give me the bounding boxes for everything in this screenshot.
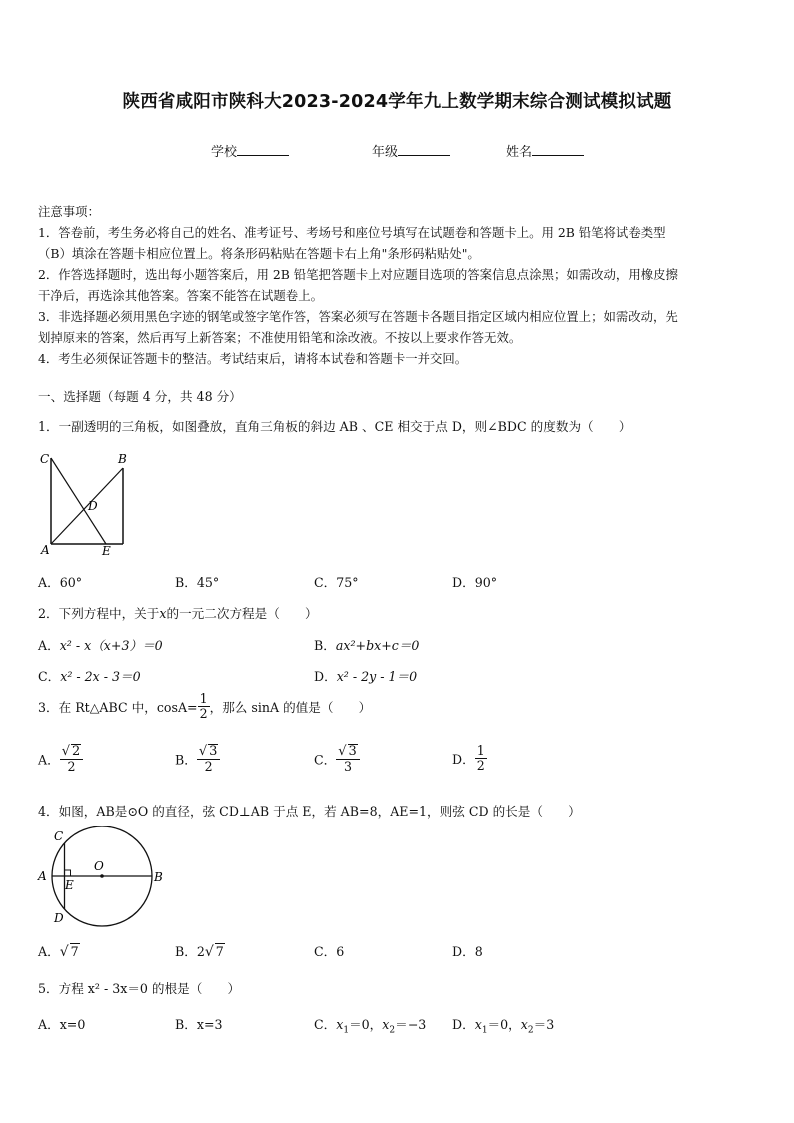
notes-line: 干净后，再选涂其他答案。答案不能答在试题卷上。 bbox=[38, 288, 323, 303]
q4-option-a-letter: A． bbox=[38, 944, 60, 959]
q2-expr-a: x² - x（x+3）＝0 bbox=[59, 638, 163, 653]
q5-option-c: C．$x_1=0$，$x_2=-3$ bbox=[314, 1017, 427, 1036]
label-e: E bbox=[102, 544, 111, 558]
school-blank bbox=[237, 143, 289, 156]
q2-stem-b: 的一元二次方程是（ ） bbox=[166, 606, 318, 621]
notes-line: 1．答卷前，考生务必将自己的姓名、准考证号、考场号和座位号填写在试题卷和答题卡上。用 2B 铅笔将试卷类型 bbox=[38, 225, 666, 240]
label-a: A bbox=[38, 869, 47, 883]
q3-option-a-letter: A． bbox=[38, 752, 60, 768]
q2-option-b-letter: B． bbox=[314, 638, 336, 653]
label-b: B bbox=[118, 452, 127, 466]
q3-num-d: 1 bbox=[476, 743, 485, 758]
q5-option-d-letter: D． bbox=[452, 1017, 475, 1032]
q3-den-d: 2 bbox=[476, 757, 485, 773]
grade-blank bbox=[398, 143, 450, 156]
label-d: D bbox=[54, 911, 64, 925]
q1-option-d: D．90° bbox=[452, 575, 498, 590]
q3-den-b: 2 bbox=[197, 759, 221, 774]
notes-line: 划掉原来的答案，然后再写上新答案；不准使用铅笔和涂改液。不按以上要求作答无效。 bbox=[38, 330, 522, 345]
name-label: 姓名 bbox=[506, 145, 533, 160]
q4-option-b-letter: B．2 bbox=[175, 944, 205, 959]
label-o: O bbox=[94, 859, 104, 873]
q2-option-c bbox=[38, 666, 141, 685]
q3-option-b bbox=[175, 744, 220, 774]
label-b: B bbox=[154, 870, 163, 884]
section-heading: 一、选择题（每题 4 分，共 48 分） bbox=[38, 389, 242, 404]
q1-option-a: A．60° bbox=[38, 575, 83, 590]
q3-fraction-c: $\frac{√ 3}{3}$ bbox=[336, 744, 360, 774]
q3-option-a bbox=[38, 744, 83, 774]
q3-stem-b: ，那么 sinA 的值是（ ） bbox=[209, 699, 372, 715]
school-field bbox=[211, 141, 289, 160]
circle-figure bbox=[34, 826, 170, 928]
name-blank bbox=[532, 143, 584, 156]
label-d: D bbox=[88, 499, 98, 513]
label-c: C bbox=[40, 452, 50, 466]
q3-fraction-d bbox=[475, 744, 487, 773]
q3-stem-fraction bbox=[198, 692, 210, 721]
label-c: C bbox=[54, 829, 64, 843]
name-field bbox=[506, 141, 584, 160]
q5-option-c-letter: C． bbox=[314, 1017, 337, 1032]
question-3-stem bbox=[38, 692, 371, 721]
grade-label: 年级 bbox=[372, 145, 399, 160]
q2-option-a bbox=[38, 635, 163, 654]
notes bbox=[38, 201, 758, 369]
notes-line: 3．非选择题必须用黑色字迹的钢笔或签字笔作答，答案必须写在答题卡各题目指定区域内相应位置上；如需改动，先 bbox=[38, 309, 678, 324]
q2-option-a-letter: A． bbox=[38, 638, 60, 653]
label-e: E bbox=[65, 878, 74, 892]
q3-option-c-letter: C． bbox=[314, 752, 337, 768]
q4-option-b: B．2√ 7 bbox=[175, 944, 224, 960]
q3-num-a: 2 bbox=[72, 744, 81, 759]
q3-num-b: 3 bbox=[209, 744, 218, 759]
q4-option-a: A．√ 7 bbox=[38, 944, 79, 960]
q3-stem-den: 2 bbox=[199, 705, 208, 721]
q3-num-c: 3 bbox=[348, 744, 357, 759]
q2-stem-a: 2．下列方程中，关于 bbox=[38, 606, 160, 621]
q2-expr-b: ax²+bx+c＝0 bbox=[335, 638, 420, 653]
question-2-stem bbox=[38, 603, 318, 622]
grade-field bbox=[372, 141, 450, 160]
q3-option-b-letter: B． bbox=[175, 752, 197, 768]
q2-option-b bbox=[314, 635, 419, 654]
question-5-stem: 5．方程 x² - 3x＝0 的根是（ ） bbox=[38, 981, 241, 996]
q1-option-b: B．45° bbox=[175, 575, 220, 590]
q2-option-c-letter: C． bbox=[38, 669, 61, 684]
q4-option-c: C．6 bbox=[314, 944, 345, 959]
triangle-figure bbox=[36, 448, 136, 560]
q3-stem-num: 1 bbox=[199, 691, 208, 706]
page-title: 陕西省咸阳市陕科大2023-2024学年九上数学期末综合测试模拟试题 bbox=[122, 92, 672, 112]
q4-radicand-b: 7 bbox=[215, 944, 224, 959]
q2-expr-c: x² - 2x - 3＝0 bbox=[60, 669, 141, 684]
q2-stem-var: x bbox=[159, 606, 167, 621]
q2-option-d bbox=[314, 666, 417, 685]
q3-fraction-a: $\frac{√ 2}{2}$ bbox=[60, 744, 84, 774]
q1-option-c: C．75° bbox=[314, 575, 359, 590]
q3-den-c: 3 bbox=[336, 759, 360, 774]
q3-option-d-letter: D． bbox=[452, 751, 475, 767]
q5-option-b: B．x=3 bbox=[175, 1017, 223, 1032]
q4-radicand-a: 7 bbox=[70, 944, 79, 959]
q4-option-d: D．8 bbox=[452, 944, 483, 959]
q5-option-a: A．x=0 bbox=[38, 1017, 86, 1032]
q3-stem-a: 3．在 Rt△ABC 中，cosA= bbox=[38, 699, 198, 715]
notes-line: （B）填涂在答题卡相应位置上。将条形码粘贴在答题卡右上角"条形码粘贴处"。 bbox=[38, 246, 480, 261]
notes-line: 4．考生必须保证答题卡的整洁。考试结束后，请将本试卷和答题卡一并交回。 bbox=[38, 351, 468, 366]
label-a: A bbox=[41, 543, 50, 557]
q3-fraction-b: $\frac{√ 3}{2}$ bbox=[197, 744, 221, 774]
notes-heading: 注意事项： bbox=[38, 204, 100, 219]
q3-option-c bbox=[314, 744, 360, 774]
q2-expr-d: x² - 2y - 1＝0 bbox=[336, 669, 418, 684]
q5-option-d: D．$x_1=0$，$x_2=3$ bbox=[452, 1017, 555, 1036]
question-1-stem: 1．一副透明的三角板，如图叠放，直角三角板的斜边 AB 、CE 相交于点 D，则∠BDC 的度数为（ ） bbox=[38, 419, 632, 434]
school-label: 学校 bbox=[211, 145, 238, 160]
q3-den-a: 2 bbox=[60, 759, 84, 774]
q2-option-d-letter: D． bbox=[314, 669, 337, 684]
notes-line: 2．作答选择题时，选出每小题答案后，用 2B 铅笔把答题卡上对应题目选项的答案信息点涂黑；如需改动，用橡皮擦 bbox=[38, 267, 678, 282]
q3-option-d bbox=[452, 744, 487, 773]
question-4-stem: 4．如图，AB是⊙O 的直径，弦 CD⊥AB 于点 E，若 AB=8，AE=1，则弦 CD 的长是（ ） bbox=[38, 804, 581, 819]
